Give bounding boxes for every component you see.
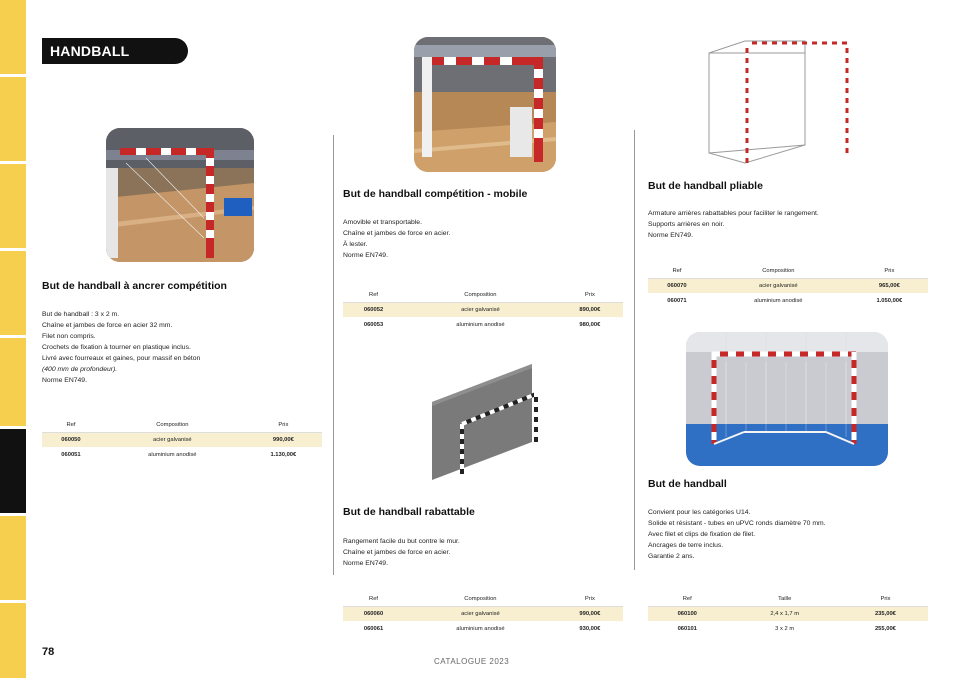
desc-line: Chaîne et jambes de force en acier.: [343, 230, 451, 237]
chapter-tab[interactable]: [0, 251, 26, 335]
product-photo-pvc-goal: [686, 332, 888, 466]
product-title: But de handball rabattable: [343, 506, 475, 518]
chapter-tab-active[interactable]: [0, 429, 26, 513]
product-description: [648, 507, 826, 562]
price-table: Ref Composition Prix 060070 acier galvanisé 965,00€ 060071 aluminium anodisé 1.050,00€: [648, 264, 928, 308]
desc-line: Rangement facile du but contre le mur.: [343, 538, 460, 545]
desc-line: Chaîne et jambes de force en acier.: [343, 549, 451, 556]
chapter-tab[interactable]: [0, 77, 26, 161]
desc-line: Solide et résistant - tubes en uPVC ronds diamètre 70 mm.: [648, 520, 826, 527]
price-table: [42, 418, 322, 462]
price-table: Ref Taille Prix 060100 2,4 x 1,7 m 235,00€ 060101 3 x 2 m 255,00€: [648, 592, 928, 636]
product-illustration-foldable-goal: [705, 35, 855, 170]
header-composition: Composition: [100, 418, 245, 432]
table-row: 060060 acier galvanisé 990,00€: [343, 606, 623, 621]
desc-line: Chaîne et jambes de force en acier 32 mm.: [42, 322, 173, 329]
desc-line: But de handball : 3 x 2 m.: [42, 311, 120, 318]
desc-line: (400 mm de profondeur).: [42, 366, 118, 373]
product-description: [343, 217, 450, 261]
product-photo-mobile-goal: [414, 37, 556, 172]
page-number: 78: [42, 646, 55, 658]
table-row: 060070 acier galvanisé 965,00€: [648, 278, 928, 293]
desc-line: Avec filet et clips de fixation de filet.: [648, 531, 756, 538]
catalogue-footer: CATALOGUE 2023: [434, 657, 510, 666]
table-row: 060071 aluminium anodisé 1.050,00€: [667, 297, 903, 304]
table-row: 060101 3 x 2 m 255,00€: [677, 625, 896, 632]
price-table: Ref Composition Prix 060060 acier galvanisé 990,00€ 060061 aluminium anodisé 930,00€: [343, 592, 623, 636]
table-row: 060100 2,4 x 1,7 m 235,00€: [648, 606, 928, 621]
product-photo-anchored-goal: [106, 128, 254, 262]
desc-line: Garantie 2 ans.: [648, 553, 695, 560]
product-title: But de handball à ancrer compétition: [42, 280, 227, 292]
price-table: Ref Composition Prix 060052 acier galvanisé 890,00€ 060053 aluminium anodisé 980,00€: [343, 288, 623, 332]
desc-line: Supports arrières en noir.: [648, 221, 725, 228]
chapter-tab[interactable]: [0, 0, 26, 74]
desc-line: Ancrages de terre inclus.: [648, 542, 724, 549]
table-row: 060061 aluminium anodisé 930,00€: [363, 625, 601, 632]
desc-line: Armature arrières rabattables pour faciliter le rangement.: [648, 210, 819, 217]
table-row: 060051 aluminium anodisé 1.130,00€: [61, 451, 297, 458]
header-ref: Ref: [42, 418, 100, 432]
chapter-tab[interactable]: [0, 164, 26, 248]
table-row: 060050 acier galvanisé 990,00€: [42, 432, 322, 447]
desc-line: Convient pour les catégories U14.: [648, 509, 751, 516]
product-title: But de handball: [648, 478, 727, 490]
product-description: [42, 309, 200, 386]
chapter-tab[interactable]: [0, 338, 26, 426]
desc-line: Norme EN749.: [42, 377, 87, 384]
product-illustration-folding-wall-goal: [428, 362, 548, 482]
desc-line: À lester.: [343, 241, 368, 248]
desc-line: Norme EN749.: [343, 560, 388, 567]
desc-line: Norme EN749.: [343, 252, 388, 259]
table-row: 060053 aluminium anodisé 980,00€: [363, 321, 601, 328]
product-description: [648, 208, 819, 241]
desc-line: Crochets de fixation à tourner en plastique inclus.: [42, 344, 191, 351]
table-row: 060052 acier galvanisé 890,00€: [343, 302, 623, 317]
section-title: HANDBALL: [42, 38, 188, 64]
header-price: Prix: [245, 418, 322, 432]
column-divider: [333, 135, 334, 575]
column-divider: [634, 130, 635, 570]
desc-line: Livré avec fourreaux et gaines, pour massif en béton: [42, 355, 201, 362]
desc-line: Amovible et transportable.: [343, 219, 422, 226]
desc-line: Filet non compris.: [42, 333, 96, 340]
product-title: But de handball compétition - mobile: [343, 188, 528, 200]
product-description: [343, 536, 460, 569]
desc-line: Norme EN749.: [648, 232, 693, 239]
chapter-tab[interactable]: [0, 603, 26, 678]
chapter-tab[interactable]: [0, 516, 26, 600]
product-title: But de handball pliable: [648, 180, 763, 192]
chapter-tab-strip: [0, 0, 26, 678]
